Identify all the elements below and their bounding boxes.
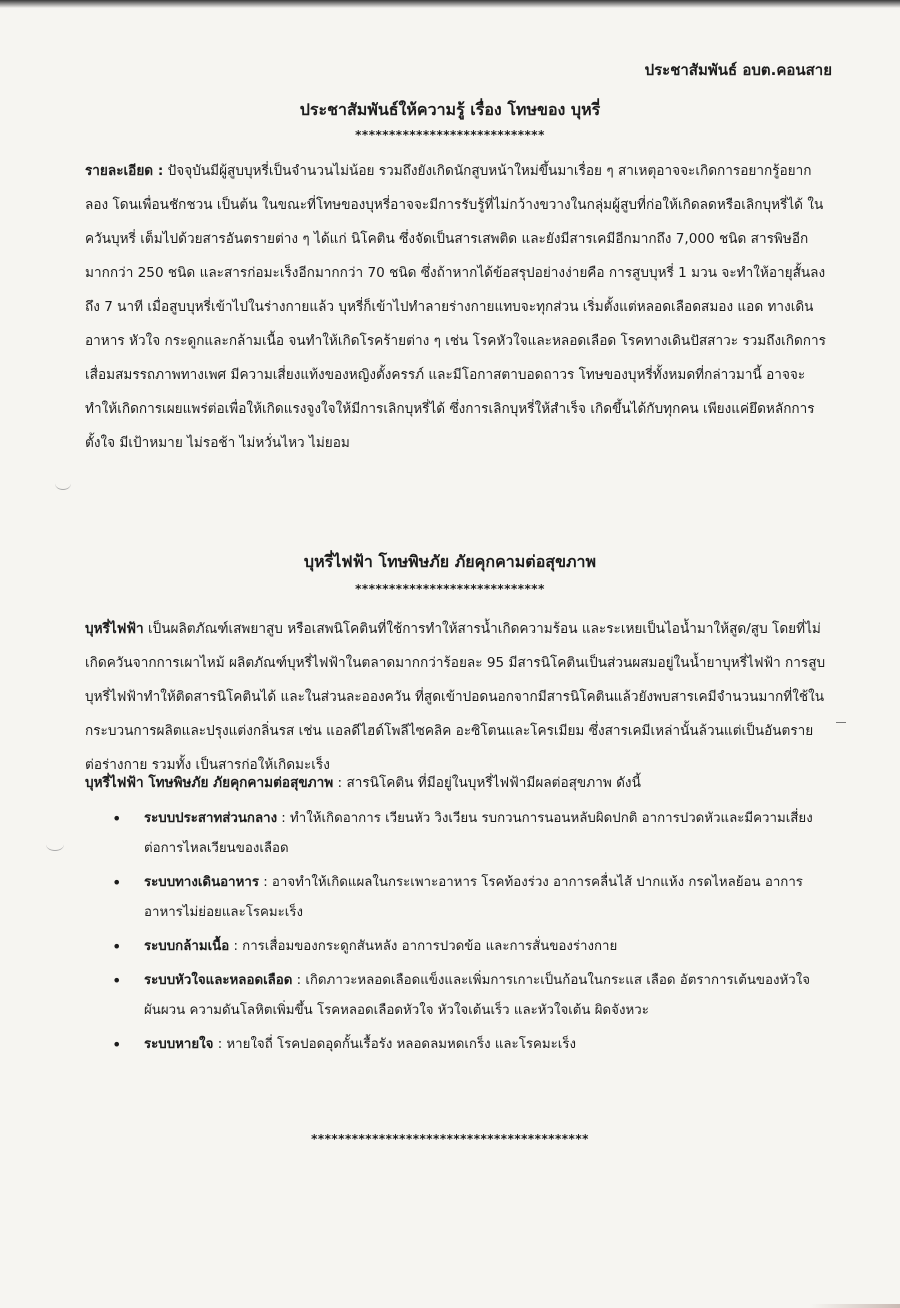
bullet-icon: • — [112, 971, 122, 990]
list-item-term: ระบบประสาทส่วนกลาง — [144, 811, 278, 826]
list-item-term: ระบบหัวใจและหลอดเลือด — [144, 973, 293, 988]
health-effects-intro — [85, 768, 827, 798]
scan-mark — [55, 477, 71, 490]
ecig-paragraph — [85, 612, 827, 782]
ecig-text: เป็นผลิตภัณฑ์เสพยาสูบ หรือเสพนิโคตินที่ใช้การทำให้สารน้ำเกิดความร้อน และระเหยเป็นไอน้ำมาให้สูด/สูบ โดยที่ไม่เกิดควันจากการเผาไหม้ ผลิตภัณฑ์บุหรี่ไฟฟ้าในตลาดมากกว่าร้อยละ 95 มีสารนิโคตินเป็นส่วนผสมอยู่ในน้ำยาบุหรี่ไฟฟ้า การสูบบุหรี่ไฟฟ้าทำให้ติดสารนิโคตินได้ และในส่วนละอองควัน ที่สูดเข้าปอดนอกจากมีสารนิโคตินแล้วยังพบสารเคมีจำนวนมากที่ใช้ในกระบวนการผลิตและปรุงแต่งกลิ่นรส เช่น แอลดีไฮด์โพลีไซคลิค อะซิโตนและโครเมียม ซึ่งสารเคมีเหล่านั้นล้วนแต่เป็นอันตรายต่อร่างกาย รวมทั้ง เป็นสารก่อให้เกิดมะเร็ง — [85, 621, 826, 773]
bullet-icon: • — [112, 873, 122, 892]
bullet-icon: • — [112, 809, 122, 828]
bullet-icon: • — [112, 1035, 122, 1054]
bullet-icon: • — [112, 937, 122, 956]
health-effects-list — [112, 804, 828, 1064]
document-title: ประชาสัมพันธ์ให้ความรู้ เรื่อง โทษของ บุหรี่ — [299, 100, 601, 119]
list-item — [112, 1030, 828, 1060]
list-item-term: ระบบทางเดินอาหาร — [144, 875, 259, 890]
footer-star-divider: ***************************************** — [311, 1132, 589, 1146]
detail-text: ปัจจุบันมีผู้สูบบุหรี่เป็นจำนวนไม่น้อย รวมถึงยังเกิดนักสูบหน้าใหม่ขึ้นมาเรื่อย ๆ สาเหตุอาจจะเกิดการอยากรู้อยากลอง โดนเพื่อนชักชวน เป็นต้น ในขณะที่โทษของบุหรี่อาจจะมีการรับรู้ที่ไม่กว้างขวางในกลุ่มผู้สูบที่ก่อให้เกิดลดหรือเลิกบุหรี่ได้ ในควันบุหรี่ เต็มไปด้วยสารอันตรายต่าง ๆ ได้แก่ นิโคติน ซึ่งจัดเป็นสารเสพติด และยังมีสารเคมีอีกมากถึง 7,000 ชนิด สารพิษอีกมากกว่า 250 ชนิด และสารก่อมะเร็งอีกมากกว่า 70 ชนิด ซึ่งถ้าหากได้ข้อสรุปอย่างง่ายคือ การสูบบุหรี่ 1 มวน จะทำให้อายุสั้นลงถึง 7 นาที เมื่อสูบบุหรี่เข้าไปในร่างกายแล้ว บุหรี่ก็เข้าไปทำลายร่างกายแทบจะทุกส่วน เริ่มตั้งแต่หลอดเลือดสมอง แอด ทางเดินอาหาร หัวใจ กระดูกและกล้ามเนื้อ จนทำให้เกิดโรคร้ายต่าง ๆ เช่น โรคหัวใจและหลอดเลือด โรคทางเดินปัสสาวะ รวมถึงเกิดการเสื่อมสมรรถภาพทางเพศ มีความเสี่ยงแท้งของหญิงตั้งครรภ์ และมีโอกาสตาบอดถาวร โทษของบุหรี่ทั้งหมดที่กล่าวมานี้ อาจจะทำให้เกิดการเผยแพร่ต่อเพื่อให้เกิดแรงจูงใจให้มีการเลิกบุหรี่ได้ ซึ่งการเลิกบุหรี่ให้สำเร็จ เกิดขึ้นได้กับทุกคน เพียงแค่ยึดหลักการ ตั้งใจ มีเป้าหมาย ไม่รอช้า ไม่หวั่นไหว ไม่ยอม — [85, 163, 826, 451]
section-title: บุหรี่ไฟฟ้า โทษพิษภัย ภัยคุกคามต่อสุขภาพ — [303, 552, 597, 571]
ecig-label: บุหรี่ไฟฟ้า — [85, 621, 144, 637]
list-item-term: ระบบหายใจ — [144, 1037, 214, 1052]
title-star-divider: **************************** — [355, 128, 545, 142]
organization-label: ประชาสัมพันธ์ อบต.คอนสาย — [644, 61, 832, 79]
scan-bottom-edge — [810, 1304, 900, 1308]
detail-label: รายละเอียด : — [85, 163, 164, 179]
list-item-desc: : อาจทำให้เกิดแผลในกระเพาะอาหาร โรคท้องร่วง อาการคลื่นไส้ ปากแห้ง กรดไหลย้อน อาการอาหารไม่ย่อยและโรคมะเร็ง — [144, 875, 803, 920]
list-item-term: ระบบกล้ามเนื้อ — [144, 939, 230, 954]
list-item-desc: : เกิดภาวะหลอดเลือดแข็งและเพิ่มการเกาะเป็นก้อนในกระแส เลือด อัตราการเต้นของหัวใจผันผวน ความดันโลหิตเพิ่มขึ้น โรคหลอดเลือดหัวใจ หัวใจเต้นเร็ว และหัวใจเต้น ผิดจังหวะ — [144, 973, 811, 1018]
scan-top-shadow — [0, 0, 900, 8]
list-item — [112, 966, 828, 1026]
health-effects-text: : สารนิโคติน ที่มีอยู่ในบุหรี่ไฟฟ้ามีผลต่อสุขภาพ ดังนี้ — [333, 775, 641, 791]
detail-paragraph — [85, 154, 827, 460]
list-item-desc: : การเสื่อมของกระดูกสันหลัง อาการปวดข้อ และการสั่นของร่างกาย — [229, 939, 618, 954]
scan-mark — [836, 722, 846, 723]
section-star-divider: **************************** — [355, 582, 545, 596]
scan-mark — [46, 838, 64, 851]
list-item-desc: : หายใจถี่ โรคปอดอุดกั้นเรื้อรัง หลอดลมหดเกร็ง และโรคมะเร็ง — [213, 1037, 576, 1052]
list-item-desc: : ทำให้เกิดอาการ เวียนหัว วิงเวียน รบกวนการนอนหลับผิดปกติ อาการปวดหัวและมีความเสี่ยงต่อการไหลเวียนของเลือด — [144, 811, 813, 856]
list-item — [112, 804, 828, 864]
list-item — [112, 932, 828, 962]
health-effects-label: บุหรี่ไฟฟ้า โทษพิษภัย ภัยคุกคามต่อสุขภาพ — [85, 775, 334, 791]
list-item — [112, 868, 828, 928]
